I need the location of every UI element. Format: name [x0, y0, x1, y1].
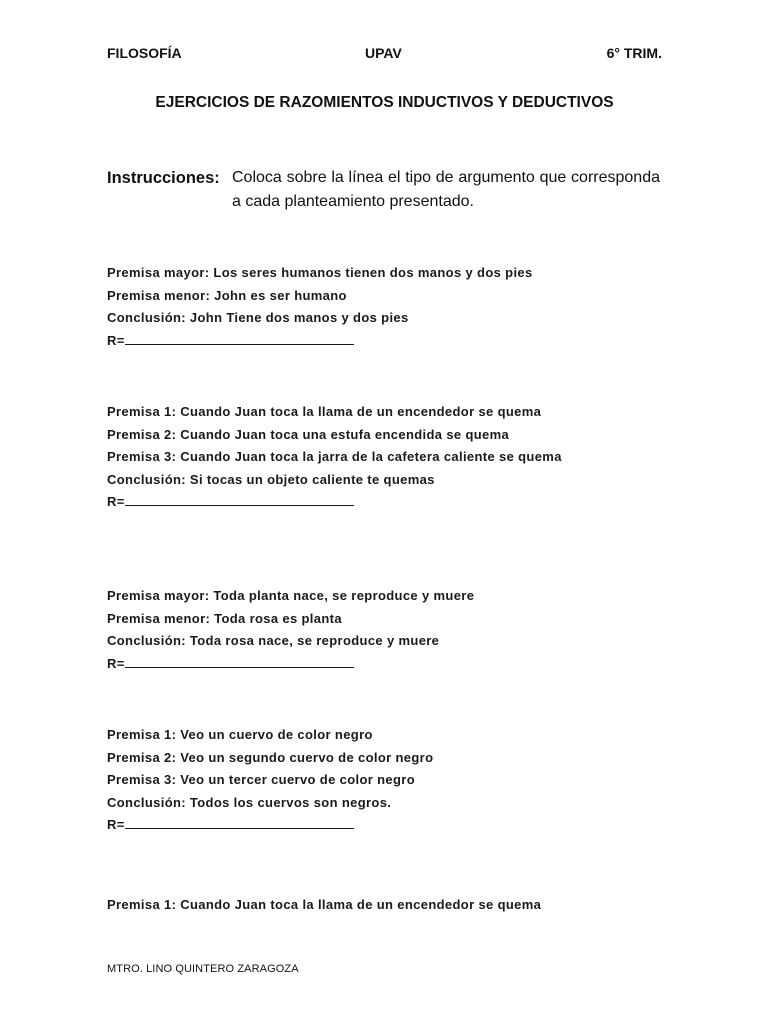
header-term: 6° TRIM. — [606, 45, 662, 61]
answer-prefix: R= — [107, 655, 125, 671]
document-title: EJERCICIOS DE RAZOMIENTOS INDUCTIVOS Y DEDUCTIVOS — [155, 94, 614, 111]
instructions-text: Coloca sobre la línea el tipo de argumento que corresponda a cada planteamiento presentado. — [232, 169, 660, 210]
answer-blank[interactable] — [125, 654, 354, 668]
answer-prefix: R= — [107, 494, 125, 509]
conclusion-line: Conclusión: Toda rosa nace, se reproduce y muere — [107, 633, 440, 648]
premise-line: Premisa 1: Cuando Juan toca la llama de un encendedor se quema — [107, 897, 542, 912]
exercise-5 — [107, 894, 647, 917]
page-footer-author: MTRO. LINO QUINTERO ZARAGOZA — [107, 963, 299, 975]
answer-blank[interactable] — [125, 331, 354, 345]
premise-line: Premisa mayor: Los seres humanos tienen dos manos y dos pies — [107, 265, 533, 280]
answer-prefix: R= — [107, 332, 125, 348]
premise-line: Premisa 3: Cuando Juan toca la jarra de la cafetera caliente se quema — [107, 449, 562, 464]
answer-blank[interactable] — [125, 492, 354, 506]
conclusion-line: Conclusión: Todos los cuervos son negros. — [107, 794, 392, 810]
premise-line: Premisa menor: Toda rosa es planta — [107, 610, 342, 626]
answer-line[interactable] — [107, 330, 647, 353]
premise-line: Premisa 3: Veo un tercer cuervo de color negro — [107, 772, 415, 787]
page-header — [107, 45, 662, 65]
exercise-1 — [107, 262, 647, 352]
answer-prefix: R= — [107, 817, 125, 832]
answer-blank[interactable] — [125, 815, 354, 829]
premise-line: Premisa 1: Veo un cuervo de color negro — [107, 727, 373, 742]
premise-line: Premisa menor: John es ser humano — [107, 287, 347, 303]
conclusion-line: Conclusión: Si tocas un objeto caliente te quemas — [107, 471, 435, 487]
instructions-label: Instrucciones: — [107, 169, 220, 187]
premise-line: Premisa 1: Cuando Juan toca la llama de un encendedor se quema — [107, 404, 542, 419]
answer-line[interactable] — [107, 491, 647, 514]
conclusion-line: Conclusión: John Tiene dos manos y dos pies — [107, 310, 409, 325]
premise-line: Premisa 2: Cuando Juan toca una estufa encendida se quema — [107, 426, 510, 442]
answer-line[interactable] — [107, 814, 647, 837]
exercise-4 — [107, 724, 647, 837]
exercise-3 — [107, 585, 647, 675]
exercise-2 — [107, 401, 647, 514]
premise-line: Premisa mayor: Toda planta nace, se reproduce y muere — [107, 588, 475, 603]
header-institution: UPAV — [365, 45, 402, 61]
premise-line: Premisa 2: Veo un segundo cuervo de color negro — [107, 749, 434, 765]
answer-line[interactable] — [107, 653, 647, 676]
header-subject: FILOSOFÍA — [107, 45, 182, 61]
